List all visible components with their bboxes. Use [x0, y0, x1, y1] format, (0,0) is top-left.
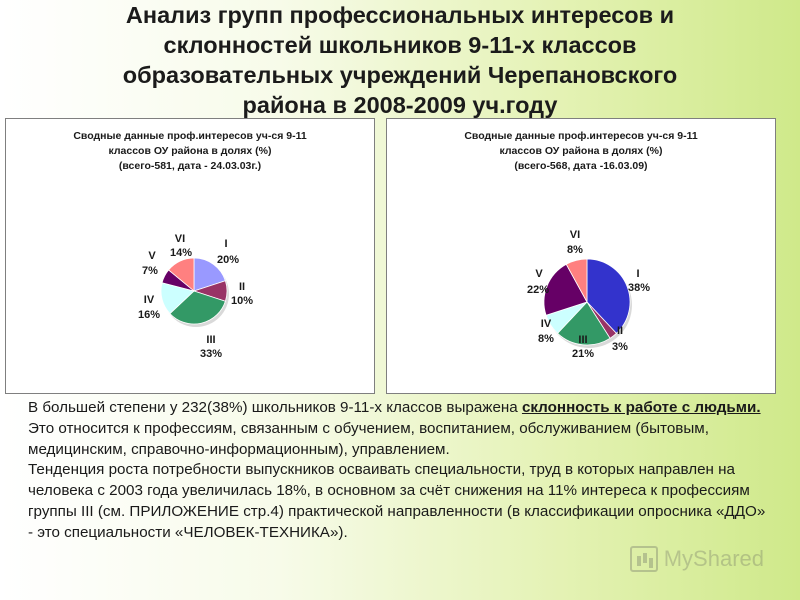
- slice-value-label: 22%: [526, 284, 550, 296]
- presentation-chart-icon: [630, 546, 658, 572]
- chart-panel-2009: [386, 118, 776, 394]
- slice-value-label: 21%: [571, 348, 595, 360]
- pie-chart-2009: [387, 119, 775, 393]
- slice-value-label: 20%: [216, 254, 240, 266]
- slice-value-label: 3%: [612, 341, 628, 353]
- slice-category-label: IV: [540, 318, 552, 330]
- title-line-4: района в 2008-2009 уч.году: [242, 92, 558, 118]
- watermark: [630, 546, 764, 572]
- pie-chart-2003: [6, 119, 374, 393]
- slice-value-label: 16%: [137, 309, 161, 321]
- chart-title-line-3: (всего-581, дата - 24.03.03г.): [118, 160, 262, 172]
- slice-value-label: 8%: [538, 333, 554, 345]
- slide-title: [40, 0, 760, 120]
- title-line-1: Анализ групп профессиональных интересов и: [125, 2, 675, 28]
- title-line-3: образовательных учреждений Черепановского: [122, 62, 678, 88]
- slice-category-label: II: [616, 325, 624, 337]
- slice-category-label: VI: [569, 229, 581, 241]
- slice-category-label: I: [224, 238, 228, 250]
- chart-title-line-3: (всего-568, дата -16.03.09): [514, 160, 648, 172]
- chart-title-line-2: классов ОУ района в долях (%): [499, 145, 663, 157]
- slice-value-label: 38%: [627, 282, 651, 294]
- slice-category-label: I: [636, 268, 640, 280]
- paragraph-1-start: В большей степени у 232(38%) школьников 9-11-х классов выражена: [28, 399, 522, 416]
- title-line-2: склонностей школьников 9-11-х классов: [163, 32, 637, 58]
- conclusion-text: [28, 398, 770, 544]
- chart-panel-2003: [5, 118, 375, 394]
- slice-value-label: 33%: [199, 348, 223, 360]
- slice-category-label: VI: [174, 233, 186, 245]
- conclusion-paragraph-2: Тенденция роста потребности выпускников осваивать специальности, труд в которых направлен на человека с 2003 года увеличилась 18%, в основном за счёт снижения на 11% интереса к профессиям группы III (см. ПРИЛОЖЕНИЕ стр.4) практической направленности (в классификации опросника «ДДО» - это специальности «ЧЕЛОВЕК-ТЕХНИКА»).: [28, 461, 766, 541]
- slice-value-label: 10%: [230, 295, 254, 307]
- slice-value-label: 8%: [567, 244, 583, 256]
- slice-category-label: IV: [143, 294, 155, 306]
- slice-category-label: III: [206, 334, 216, 346]
- paragraph-1-end: Это относится к профессиям, связанным с обучением, воспитанием, обслуживанием (бытовым, медицинским, справочно-информационным), управлением.: [28, 419, 709, 458]
- highlighted-phrase: склонность к работе с людьми.: [521, 399, 761, 416]
- conclusion-paragraph-1: [28, 398, 770, 460]
- slice-category-label: V: [535, 268, 543, 280]
- slice-category-label: V: [148, 250, 156, 262]
- slice-category-label: II: [238, 281, 246, 293]
- slice-category-label: III: [578, 334, 588, 346]
- slice-value-label: 14%: [169, 247, 193, 259]
- slice-value-label: 7%: [142, 265, 158, 277]
- chart-title-line-2: классов ОУ района в долях (%): [108, 145, 272, 157]
- chart-title-line-1: Сводные данные проф.интересов уч-ся 9-11: [73, 130, 307, 142]
- chart-title-line-1: Сводные данные проф.интересов уч-ся 9-11: [464, 130, 698, 142]
- watermark-text: MyShared: [663, 546, 764, 571]
